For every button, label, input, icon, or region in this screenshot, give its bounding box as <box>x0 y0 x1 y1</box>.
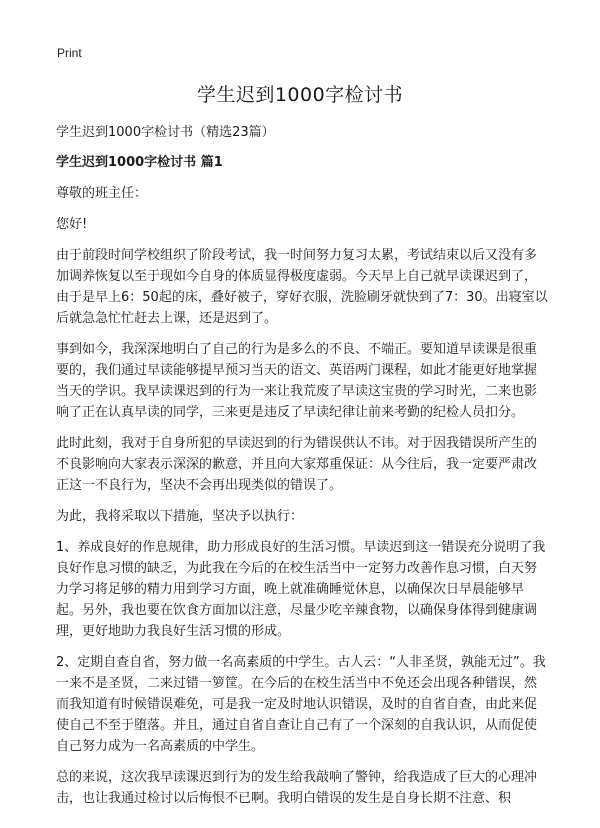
document-subtitle: 学生迟到1000字检讨书（精选23篇） <box>56 125 275 140</box>
body-paragraph: 2、定期自查自省，努力做一名高素质的中学生。古人云：“人非圣贤，孰能无过”。我一来不是圣贤，二来过错一箩筐。在今后的在校生活当中不免还会出现各种错误，然而我知道有时候错误难免，可是我一定及时地认识错误，及时的自省自查，由此来促使自己不至于堕落。并且，通过自省自查让自己有了一个深刻的自我认识，从而促使自己努力成为一名高素质的中学生。 <box>56 655 546 754</box>
body-paragraph: 为此，我将采取以下措施，坚决予以执行： <box>56 509 304 524</box>
body-paragraph: 由于前段时间学校组织了阶段考试，我一时间努力复习太累，考试结束以后又没有多加调养恢复以至于现如今自身的体质显得极度虚弱。今天早上自己就早读课迟到了，由于是早上6：50起的床，叠好被子，穿好衣服，洗脸刷牙就快到了7：30。出寝室以后就急急忙忙赶去上课，还是迟到了。 <box>56 248 548 326</box>
body-paragraph: 事到如今，我深深地明白了自己的行为是多么的不良、不端正。要知道早读课是很重要的，我们通过早读能够提早预习当天的语文、英语两门课程，如此才能更好地掌握当天的学识。我早读课迟到的行为一来让我荒废了早读这宝贵的学习时光，二来也影响了正在认真早读的同学，三来更是违反了早读纪律让前来考勤的纪检人员扣分。 <box>56 342 538 420</box>
body-paragraph: 总的来说，这次我早读课迟到行为的发生给我敲响了警钟，给我造成了巨大的心理冲击，也让我通过检讨以后悔恨不已啊。我明白错误的发生是自身长期不注意、积 <box>56 770 538 806</box>
salutation: 尊敬的班主任： <box>56 186 148 201</box>
section-heading: 学生迟到1000字检讨书 篇1 <box>56 155 223 170</box>
body-paragraph: 此时此刻，我对于自身所犯的早读迟到的行为错误供认不讳。对于因我错误所产生的不良影响向大家表示深深的歉意，并且向大家郑重保证：从今往后，我一定要严肃改正这一不良行为，坚决不会再出现类似的错误了。 <box>56 436 538 493</box>
print-link[interactable]: Print <box>57 46 82 60</box>
document-body <box>56 122 548 819</box>
document-title: 学生迟到1000字检讨书 <box>196 84 404 106</box>
greeting: 您好! <box>56 217 88 232</box>
body-paragraph: 1、养成良好的作息规律，助力形成良好的生活习惯。早读迟到这一错误充分说明了我良好作息习惯的缺乏，为此我在今后的在校生活当中一定努力改善作息习惯，白天努力学习将足够的精力用到学习方面，晚上就准确睡觉休息，以确保次日早晨能够早起。另外，我也要在饮食方面加以注意，尽量少吃辛辣食物，以确保身体得到健康调理，更好地助力我良好生活习惯的形成。 <box>56 540 546 639</box>
